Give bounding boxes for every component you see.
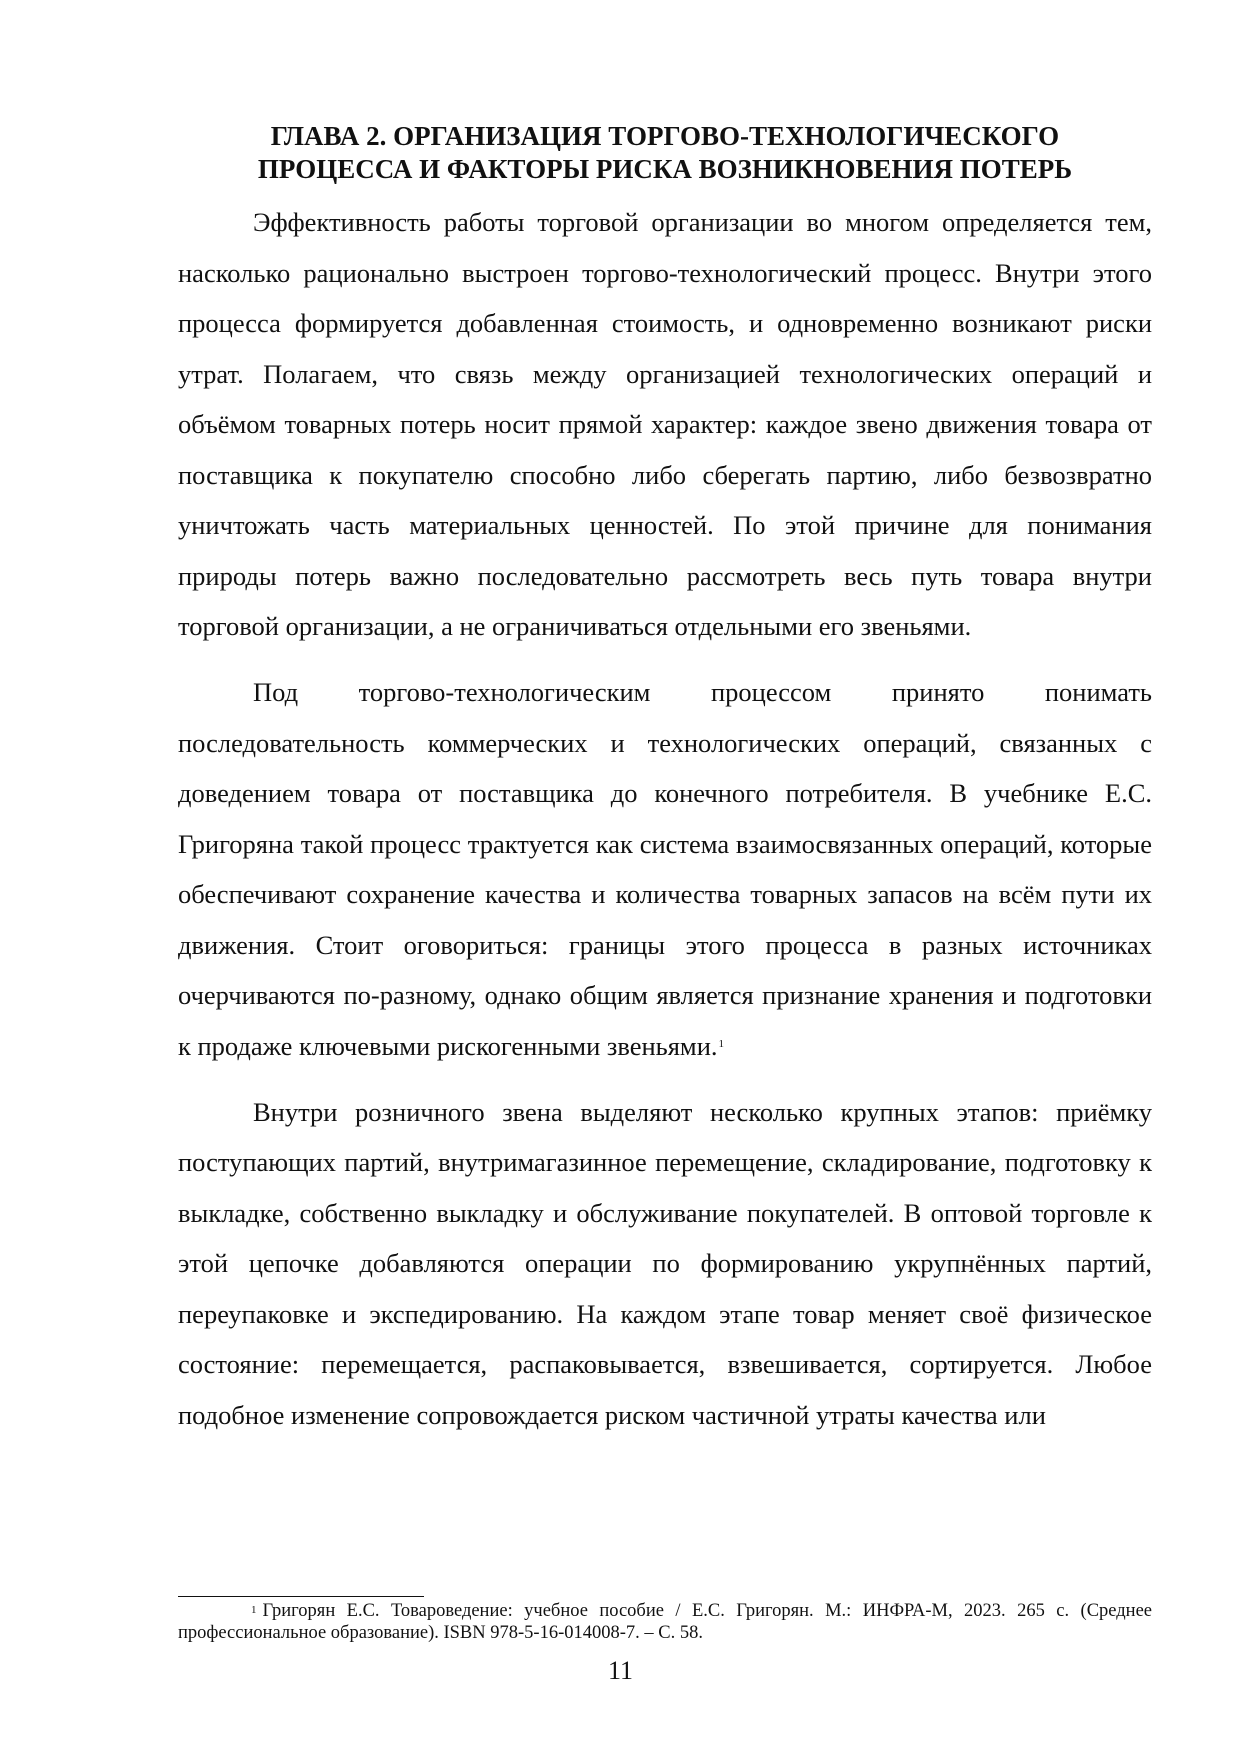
chapter-heading-line-1: ГЛАВА 2. ОРГАНИЗАЦИЯ ТОРГОВО-ТЕХНОЛОГИЧЕСКОГО <box>270 121 1060 151</box>
paragraph-2 <box>178 667 1152 1071</box>
chapter-heading-line-2: ПРОЦЕССА И ФАКТОРЫ РИСКА ВОЗНИКНОВЕНИЯ ПОТЕРЬ <box>257 154 1073 184</box>
page-number: 11 <box>607 1656 634 1685</box>
chapter-heading <box>178 120 1152 186</box>
paragraph-2-text: Под торгово-технологическим процессом принято понимать последовательность коммерческих и технологических операций, связанных с доведением товара от поставщика до конечного потребителя. В учебнике Е.С. Григоряна такой процесс трактуется как система взаимосвязанных операций, которые обеспечивают сохранение качества и количества товарных запасов на всём пути их движения. Стоит оговориться: границы этого процесса в разных источниках очерчиваются по-разному, однако общим является признание хранения и подготовки к продаже ключевыми рискогенными звеньями. <box>178 677 1152 1061</box>
paragraph-3-text: Внутри розничного звена выделяют несколько крупных этапов: приёмку поступающих партий, внутримагазинное перемещение, складирование, подготовку к выкладке, собственно выкладку и обслуживание покупателей. В оптовой торговле к этой цепочке добавляются операции по формированию укрупнённых партий, переупаковке и экспедированию. На каждом этапе товар меняет своё физическое состояние: перемещается, распаковывается, взвешивается, сортируется. Любое подобное изменение сопровождается риском частичной утраты качества или <box>178 1096 1152 1430</box>
paragraph-1 <box>178 197 1152 652</box>
footnote-reference[interactable]: 1 <box>718 1037 724 1050</box>
footnote-separator <box>178 1596 424 1597</box>
paragraph-3 <box>178 1087 1152 1441</box>
footnote-text: Григорян Е.С. Товароведение: учебное пособие / Е.С. Григорян. М.: ИНФРА-М, 2023. 265 с. (Среднее профессиональное образование). ISBN 978-5-16-014008-7. – С. 58. <box>178 1601 1152 1643</box>
body-text <box>178 197 1152 1456</box>
footnote <box>178 1600 1152 1644</box>
paragraph-1-text: Эффективность работы торговой организации во многом определяется тем, насколько рационально выстроен торгово-технологический процесс. Внутри этого процесса формируется добавленная стоимость, и одновременно возникают риски утрат. Полагаем, что связь между организацией технологических операций и объёмом товарных потерь носит прямой характер: каждое звено движения товара от поставщика к покупателю способно либо сберегать партию, либо безвозвратно уничтожать часть материальных ценностей. По этой причине для понимания природы потерь важно последовательно рассмотреть весь путь товара внутри торговой организации, а не ограничиваться отдельными его звеньями. <box>178 207 1152 641</box>
footnote-number: 1 <box>251 1604 257 1616</box>
